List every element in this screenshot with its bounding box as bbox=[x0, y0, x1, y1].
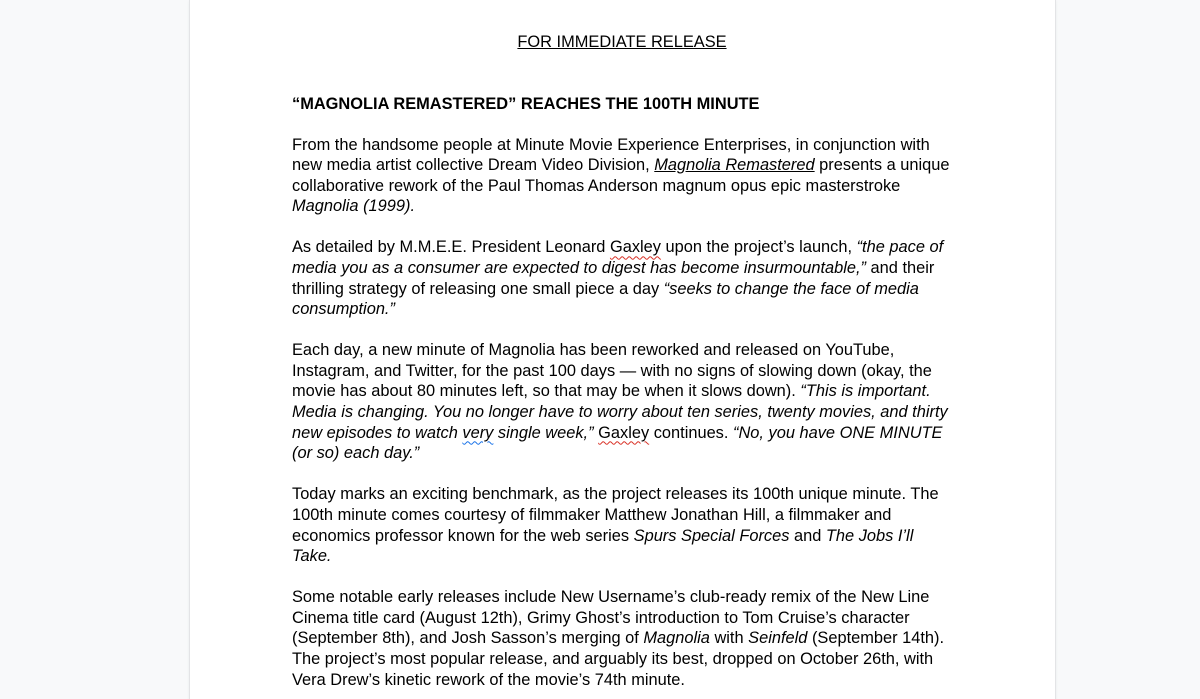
paragraph-intro bbox=[292, 135, 952, 217]
text-run: upon the project’s launch, bbox=[660, 238, 857, 257]
grammar-suggestion-very[interactable]: very bbox=[462, 423, 494, 442]
text-run: with bbox=[709, 629, 749, 648]
text-run: As detailed by M.M.E.E. President Leonard bbox=[292, 238, 610, 257]
text-run: and bbox=[789, 526, 826, 545]
spellcheck-word-gaxley[interactable]: Gaxley bbox=[598, 423, 650, 442]
document-body[interactable] bbox=[292, 30, 952, 690]
text-run: Each day, a new minute of Magnolia has been reworked and released on YouTube, Instagram, and Twitter, for the past 100 days — with no signs of slowing down (okay, the movie has about 80 minutes left, so that may be when it slows down). bbox=[292, 341, 932, 401]
paragraph-daily-minute bbox=[292, 340, 952, 464]
text-run: continues. bbox=[649, 423, 733, 442]
paragraph-100th-minute bbox=[292, 484, 952, 566]
text-run: presents a unique collaborative rework of the Paul Thomas Anderson magnum opus epic masterstroke bbox=[292, 156, 950, 195]
italic-title-magnolia: Magnolia bbox=[643, 629, 710, 648]
headline: “MAGNOLIA REMASTERED” REACHES THE 100TH MINUTE bbox=[292, 95, 760, 113]
text-run: and their thrilling strategy of releasing one small piece a day bbox=[292, 258, 935, 298]
italic-quote: single week,” bbox=[493, 423, 594, 442]
italic-quote: “No, you have ONE MINUTE (or so) each day.” bbox=[292, 423, 943, 463]
italic-title-spurs-special-forces: Spurs Special Forces bbox=[633, 526, 790, 545]
italic-quote: “the pace of media you as a consumer are expected to digest has become insurmountable,” bbox=[292, 238, 944, 277]
text-run: From the handsome people at Minute Movie Experience Enterprises, in conjunction with new media artist collective Dream Video Division, bbox=[292, 135, 930, 175]
release-line: FOR IMMEDIATE RELEASE bbox=[517, 33, 727, 51]
italic-quote: “seeks to change the face of media consumption.” bbox=[292, 279, 919, 319]
italic-title-the-jobs-ill-take: The Jobs I’ll Take. bbox=[292, 526, 914, 566]
text-run: Today marks an exciting benchmark, as the project releases its 100th unique minute. The 100th minute comes courtesy of filmmaker Matthew Jonathan Hill, a filmmaker and economics professor known for the web series bbox=[292, 485, 939, 545]
document-page[interactable] bbox=[190, 0, 1055, 699]
paragraph-launch-quote bbox=[292, 237, 952, 319]
italic-title-magnolia-remastered: Magnolia Remastered bbox=[654, 156, 815, 175]
italic-title-seinfeld: Seinfeld bbox=[748, 629, 808, 648]
italic-title-magnolia: Magnolia (1999). bbox=[292, 197, 416, 216]
italic-quote: “This is important. Media is changing. You no longer have to worry about ten series, twenty movies, and thirty new episodes to watch bbox=[292, 382, 948, 442]
text-run: (September 14th). The project’s most popular release, and arguably its best, dropped on October 26th, with Vera Drew’s kinetic rework of the movie’s 74th minute. bbox=[292, 629, 945, 689]
paragraph-notable-releases bbox=[292, 587, 952, 690]
text-run: Some notable early releases include New Username’s club-ready remix of the New Line Cinema title card (August 12th), Grimy Ghost’s introduction to Tom Cruise’s character (September 8th), and Josh Sasson’s merging of bbox=[292, 588, 930, 648]
spellcheck-word-gaxley[interactable]: Gaxley bbox=[609, 238, 661, 257]
